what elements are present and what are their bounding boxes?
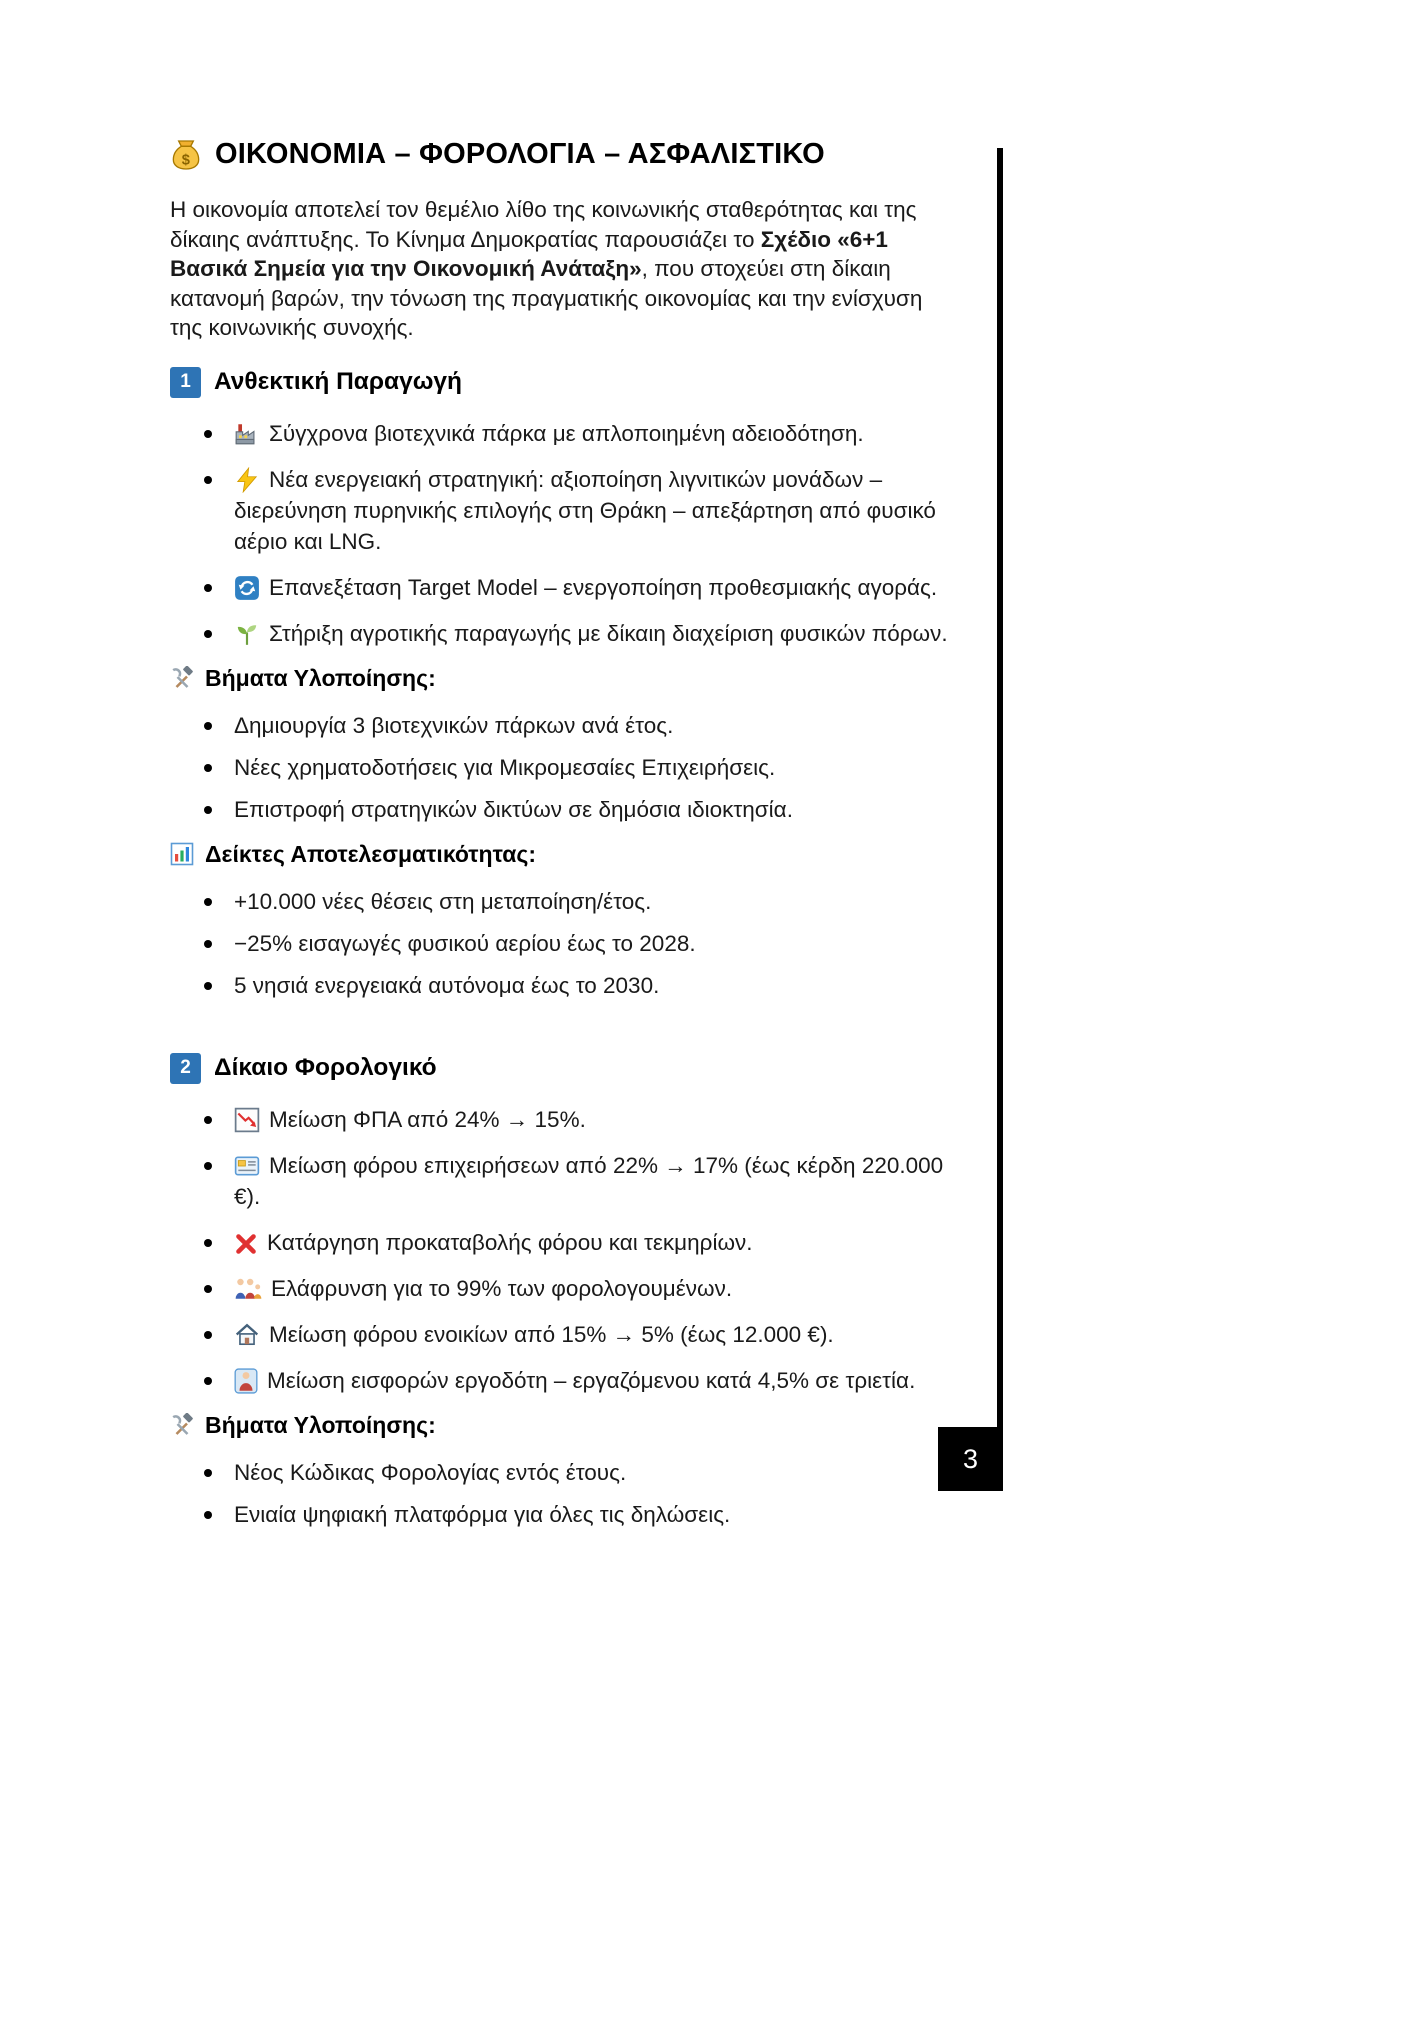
list-item [170, 418, 948, 449]
tools-icon [170, 1413, 194, 1437]
subheading-text: Βήματα Υλοποίησης: [205, 664, 436, 691]
bullet-text: Νέα ενεργειακή στρατηγική: αξιοποίηση λιγνιτικών μονάδων – διερεύνηση πυρηνικής επιλογής στη Θράκη – απεξάρτηση από φυσικό αέριο και LNG. [234, 466, 936, 554]
section-1-steps-heading [170, 665, 948, 692]
seedling-icon [234, 621, 260, 647]
section-1-steps-list [170, 710, 948, 825]
intro-text-1: Η οικονομία αποτελεί τον θεμέλιο λίθο της κοινωνικής σταθερότητας και της δίκαιης ανάπτυξης. Το Κίνημα Δημοκρατίας παρουσιάζει το [170, 197, 917, 252]
section-1-heading [170, 367, 948, 398]
tools-icon [170, 666, 194, 690]
family-icon [234, 1276, 262, 1302]
section-2-bullet-list [170, 1104, 948, 1396]
section-1-number-badge: 1 [170, 367, 201, 398]
subheading-text: Δείκτες Αποτελεσματικότητας: [205, 840, 536, 867]
page-content [170, 138, 948, 1541]
list-item [170, 618, 948, 649]
bar-chart-icon [170, 842, 194, 866]
refresh-icon [234, 575, 260, 601]
list-item: −25% εισαγωγές φυσικού αερίου έως το 2028. [170, 928, 948, 959]
lightning-icon [234, 467, 260, 493]
bullet-text: Μείωση φόρου ενοικίων από 15% → 5% (έως 12.000 €). [269, 1321, 834, 1347]
bullet-text: Κατάργηση προκαταβολής φόρου και τεκμηρίων. [267, 1229, 753, 1255]
chart-decreasing-icon [234, 1107, 260, 1133]
list-item: Επιστροφή στρατηγικών δικτύων σε δημόσια ιδιοκτησία. [170, 794, 948, 825]
intro-text-2: , που στοχεύει στη δίκαιη κατανομή βαρών, την τόνωση της πραγματικής οικονομίας και την ενίσχυση της κοινωνικής συνοχής. [170, 256, 923, 340]
list-item: Δημιουργία 3 βιοτεχνικών πάρκων ανά έτος. [170, 710, 948, 741]
bullet-text: Μείωση φόρου επιχειρήσεων από 22% → 17% (έως κέρδη 220.000 €). [234, 1152, 944, 1209]
bullet-text: Στήριξη αγροτικής παραγωγής με δίκαιη διαχείριση φυσικών πόρων. [269, 620, 948, 646]
list-item: Νέες χρηματοδοτήσεις για Μικρομεσαίες Επιχειρήσεις. [170, 752, 948, 783]
list-item [170, 1104, 948, 1135]
list-item [170, 1150, 948, 1212]
person-icon [234, 1368, 258, 1394]
list-item: +10.000 νέες θέσεις στη μεταποίηση/έτος. [170, 886, 948, 917]
page-number-value: 3 [962, 1443, 979, 1474]
intro-text-bold: Σχέδιο «6+1 Βασικά Σημεία για την Οικονομική Ανάταξη» [170, 226, 888, 281]
section-2-steps-heading [170, 1412, 948, 1439]
list-item [170, 572, 948, 603]
list-item: 5 νησιά ενεργειακά αυτόνομα έως το 2030. [170, 970, 948, 1001]
bullet-text: Επανεξέταση Target Model – ενεργοποίηση προθεσμιακής αγοράς. [269, 574, 938, 600]
bullet-text: Σύγχρονα βιοτεχνικά πάρκα με απλοποιημένη αδειοδότηση. [269, 420, 864, 446]
bullet-text: Ελάφρυνση για το 99% των φορολογουμένων. [271, 1275, 733, 1301]
list-item: Νέος Κώδικας Φορολογίας εντός έτους. [170, 1457, 948, 1488]
list-item [170, 1365, 948, 1396]
section-1-metrics-list [170, 886, 948, 1001]
section-resilient-production [170, 367, 948, 1001]
list-item [170, 464, 948, 557]
cross-mark-icon [234, 1232, 258, 1256]
bullet-text: Μείωση εισφορών εργοδότη – εργαζόμενου κατά 4,5% σε τριετία. [267, 1367, 916, 1393]
list-item [170, 1227, 948, 1258]
house-icon [234, 1322, 260, 1348]
section-2-steps-list [170, 1457, 948, 1530]
page-title [170, 138, 948, 171]
section-1-bullet-list [170, 418, 948, 649]
receipt-icon [234, 1153, 260, 1179]
section-2-title: Δίκαιο Φορολογικό [214, 1054, 437, 1081]
factory-icon [234, 421, 260, 447]
section-fair-taxation [170, 1053, 948, 1530]
section-2-number-badge: 2 [170, 1053, 201, 1084]
list-item: Ενιαία ψηφιακή πλατφόρμα για όλες τις δηλώσεις. [170, 1499, 948, 1530]
section-1-metrics-heading [170, 841, 948, 868]
list-item [170, 1319, 948, 1350]
bullet-text: Μείωση ΦΠΑ από 24% → 15%. [269, 1106, 586, 1132]
section-1-title: Ανθεκτική Παραγωγή [214, 368, 463, 395]
intro-paragraph [170, 195, 948, 343]
money-bag-icon [170, 139, 202, 171]
subheading-text: Βήματα Υλοποίησης: [205, 1411, 436, 1438]
right-border-rule [997, 148, 1003, 1490]
section-2-heading [170, 1053, 948, 1084]
page-title-text: ΟΙΚΟΝΟΜΙΑ – ΦΟΡΟΛΟΓΙΑ – ΑΣΦΑΛΙΣΤΙΚΟ [215, 138, 825, 170]
svg-text:$: $ [181, 151, 191, 168]
list-item [170, 1273, 948, 1304]
